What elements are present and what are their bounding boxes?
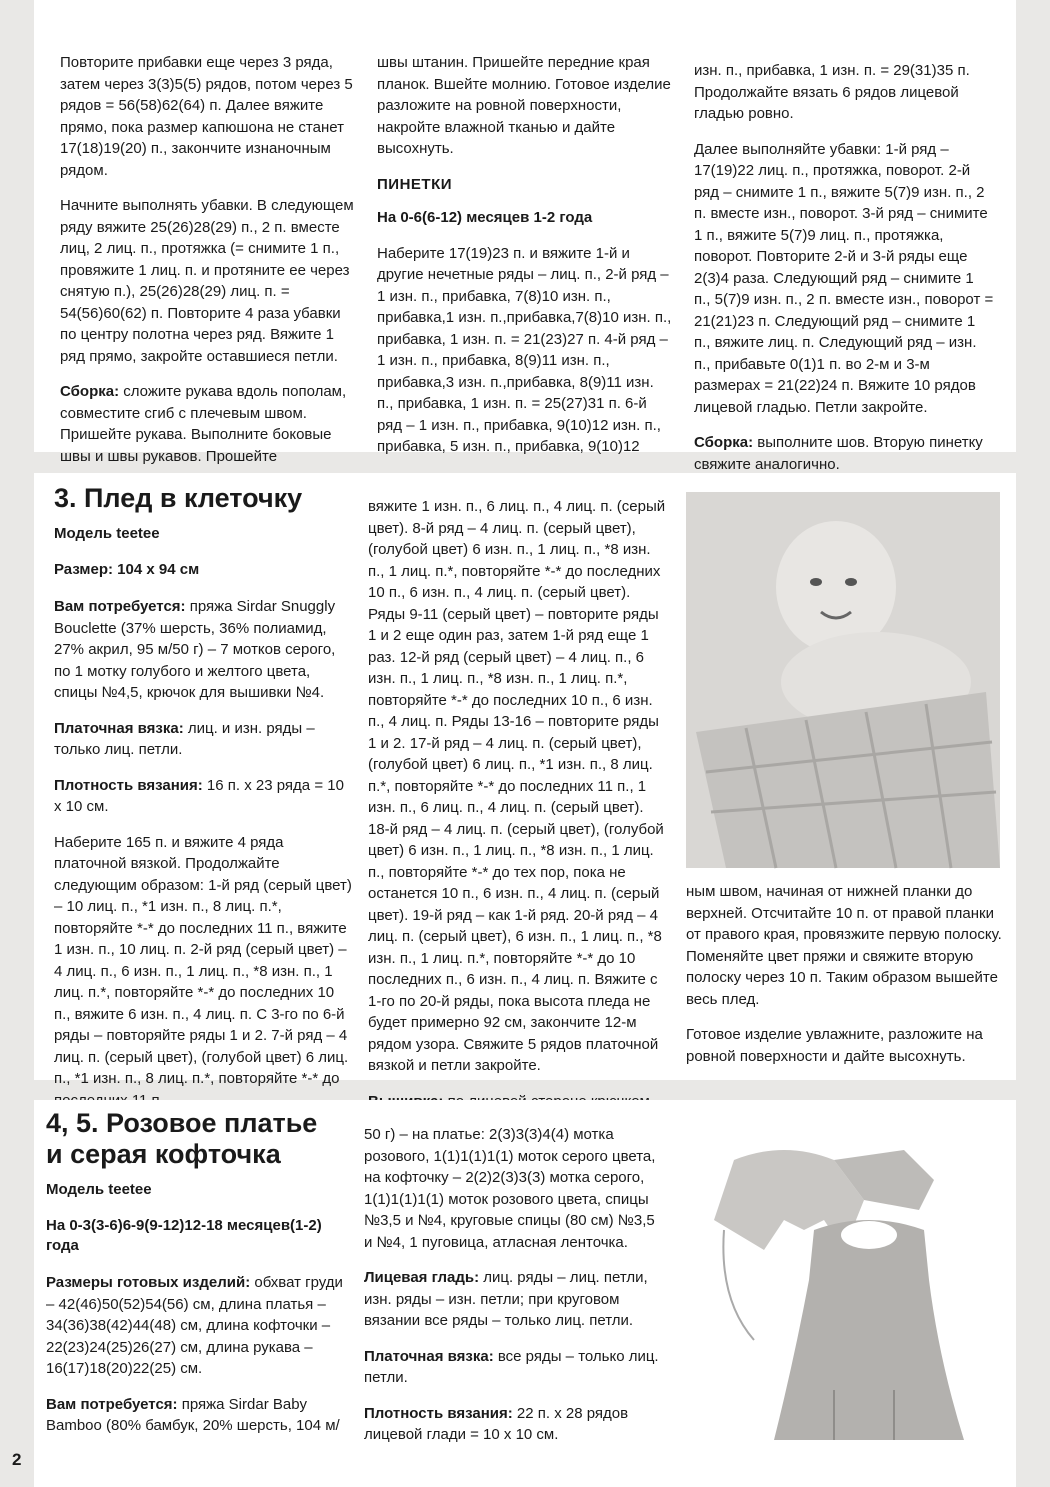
stitch-paragraph [54,718,354,761]
materials-paragraph [54,596,354,704]
paragraph: изн. п., прибавка, 1 изн. п. = 29(31)35 п. Продолжайте вязать 6 рядов лицевой гладью ровно. [694,62,970,122]
dimensions-paragraph [46,1272,346,1380]
gauge-label: Плотность вязания: [364,1404,513,1422]
blanket-title: 3. Плед в клеточку [54,483,303,513]
baby-blanket-photo [686,492,1000,868]
gauge-label: Плотность вязания: [54,776,203,794]
dress-title-line-2: и серая кофточка [46,1139,281,1169]
booties-text: Наберите 17(19)23 п. и вяжите 1-й и другие нечетные ряды – лиц. п., 2-й ряд – 1 изн. п., прибавка, 7(8)10 изн. п., прибавка,1 изн. п.,прибавка,7(8)10 изн. п., прибавка, 1 изн. п. = 21(23)27 п. 4-й ряд – 1 изн. п., прибавка, 8(9)11 изн. п., прибавка,3 изн. п.,прибавка, 8(9)11 изн. п., прибавка, 1 изн. п. = 25(27)31 п. 6-й ряд – 1 изн. п., прибавка, 9(10)12 изн. п., прибавка, 5 изн. п., прибавка, 9(10)12 [377,244,672,455]
instructions-paragraph: Готовое изделие увлажните, разложите на ровной поверхности и дайте высохнуть. [686,1026,983,1065]
gauge-paragraph [54,775,354,818]
paragraph: Далее выполняйте убавки: 1-й ряд – 17(19)22 лиц. п., протяжка, поворот. 2-й ряд – снимите 1 п., вяжите 5(7)9 изн. п., 2 п. вместе изн., поворот. 3-й ряд – снимите 1 п., вяжите 5(7)9 лиц. п., протяжка, поворот. Повторите 2-й и 3-й ряды еще 2(3)4 раза. Следующий ряд – снимите 1 п., 5(7)9 изн. п., 2 п. вместе изн., поворот = 21(21)23 п. Следующий ряд – снимите 1 п., вяжите лиц. п. Следующий ряд – изн. п., прибавьте 0(1)1 п. во 2-м и 3-м размерах = 21(22)24 п. Вяжите 10 рядов лицевой гладью. Петли закройте. [694,140,994,416]
materials-text: пряжа Sirdar Snuggly Bouclette (37% шерсть, 36% полиамид, 27% акрил, 95 м/50 г) – 7 мотков серого, по 1 мотку голубого и желтого цвета, спицы №4,5, крючок для вышивки №4. [54,598,336,701]
dress-cardigan-illustration [694,1140,994,1460]
blanket-panel [34,473,1016,1087]
dress-size: На 0-3(3-6)6-9(9-12)12-18 месяцев(1-2) года [46,1217,322,1254]
stitch-text: лиц. и изн. ряды – только лиц. петли. [54,719,315,758]
dress-model: Модель teetee [46,1181,152,1198]
assembly-text: сложите рукава вдоль пополам, совместите сгиб с плечевым швом. Пришейте рукава. Выполните боковые швы и швы рукавов. Прошейте [60,383,347,465]
assembly-label: Сборка: [60,383,120,400]
materials-text: пряжа Sirdar Baby Bamboo (80% бамбук, 20% шерсть, 104 м/ [46,1395,340,1434]
stockinette-label: Лицевая гладь: [364,1269,480,1286]
materials-label: Вам потребуется: [46,1395,178,1413]
assembly-paragraph [694,432,994,475]
top-column-1 [60,52,356,503]
dress-column-1 [46,1108,346,1451]
blanket-column-2 [368,496,668,1148]
garter-text: все ряды – только лиц. петли. [364,1347,659,1386]
dress-title-line-1: 4, 5. Розовое платье [46,1108,318,1138]
instructions-paragraph: вяжите 1 изн. п., 6 лиц. п., 4 лиц. п. (серый цвет). 8-й ряд – 4 лиц. п. (серый цвет), (голубой цвет) 6 изн. п., 1 лиц. п., *8 изн. п., 1 лиц. п.*, повторяйте *-* до последних 10 п., 6 изн. п., 4 лиц. п. (серый цвет). Ряды 9-11 (серый цвет) – повторите ряды 1 и 2 еще один раз, затем 1-й ряд еще 1 раз. 12-й ряд (серый цвет) – 4 лиц. п., 6 изн. п., 1 лиц. п., *8 изн. п., 1 лиц. п.*, повторяйте *-* до последних 10 п., 6 изн. п., 4 лиц. п. Ряды 13-16 – повторите ряды 1 и 2. 17-й ряд – 4 лиц. п. (серый цвет), (голубой цвет) 6 лиц. п., *1 изн. п., 8 лиц. п.*, повторяйте *-* до последних 11 п., 1 изн. п., 6 лиц. п., 4 лиц. п. (серый цвет). 18-й ряд – 4 лиц. п. (серый цвет), (голубой цвет) 6 изн. п., 1 лиц. п., *8 изн. п., 1 лиц. п., повторяйте *-* до тех пор, пока не останется 10 п., 6 изн. п., 4 лиц. п. (серый цвет). 19-й ряд – как 1-й ряд. 20-й ряд – 4 лиц. п. (серый цвет), 6 изн. п., 1 лиц. п., *8 изн. п., 1 лиц. п.*, повторяйте *-* до 10 последних п., 6 изн. п., 4 лиц. п. Вяжите с 1-го по 20-й ряды, пока высота пледа не будет примерно 92 см, закончите 12-м рядом узора. Свяжите 5 рядов платочной вязкой и петли закройте. [368,498,666,1074]
assembly-label: Сборка: [694,434,754,451]
stockinette-paragraph [364,1267,664,1332]
top-column-3 [694,60,994,489]
assembly-text: выполните шов. Вторую пинетку свяжите аналогично. [694,434,983,473]
instructions-paragraph: Наберите 165 п. и вяжите 4 ряда платочной вязкой. Продолжайте следующим образом: 1-й ряд (серый цвет) – 10 лиц. п., *1 изн. п., 8 лиц. п.*, повторяйте *-* до последних 11 п., вяжите 1 изн. п., 10 лиц. п. 2-й ряд (серый цвет) – 4 лиц. п., 6 изн. п., 1 лиц. п., *8 изн. п., 1 лиц. п.*, повторяйте *-* до последних 10 п., вяжите 6 изн. п., 4 лиц. п. С 3-го по 6-й ряды – повторяйте ряды 1 и 2. 7-й ряд – 4 лиц. п. (серый цвет), (голубой цвет) 6 лиц. п., *1 изн. п., 8 лиц. п.*, повторяйте *-* до [54,833,352,1087]
materials-paragraph [46,1394,346,1437]
top-panel [34,0,1016,473]
garter-label: Платочная вязка: [364,1347,494,1365]
dimensions-label: Размеры готовых изделий: [46,1274,251,1291]
blanket-column-3 [686,881,1002,1081]
dress-column-2 [364,1124,664,1460]
stockinette-text: лиц. ряды – лиц. петли, изн. ряды – изн. петли; при круговом вязании все ряды – только лиц. петли. [364,1269,648,1329]
gauge-text: 22 п. х 28 рядов лицевой глади = 10 х 10 см. [364,1404,629,1443]
dimensions-text: обхват груди – 42(46)50(52)54(56) см, длина платья – 34(36)38(42)44(48) см, длина кофточки – 22(23)24(25)26(27) см, длина рукава – 16(17)18(20)22(25) см. [46,1274,343,1377]
blanket-column-1 [54,483,354,1125]
instructions-paragraph: ным швом, начиная от нижней планки до верхней. Отсчитайте 10 п. от правой планки от правого края, провязжите первую полоску. Поменяйте цвет пряжи и свяжите вторую полоску через 10 п. Таким образом вышейте весь плед. [686,883,1002,1008]
dress-cardigan-photo [694,1140,994,1460]
stitch-label: Платочная вязка: [54,719,184,737]
top-column-2 [377,52,673,472]
paragraph: Повторите прибавки еще через 3 ряда, затем через 3(3)5(5) рядов, потом через 5 рядов = 56(58)62(64) п. Далее вяжите прямо, пока размер капюшона не станет 17(18)19(20) п., закончите изнаночным рядом. [60,54,353,179]
booties-heading: ПИНЕТКИ [377,175,452,193]
blanket-size: Размер: 104 х 94 см [54,561,200,578]
paragraph: швы штанин. Пришейте передние края планок. Вшейте молнию. Готовое изделие разложите на ровной поверхности, накройте влажной тканью и дайте высохнуть. [377,54,671,157]
baby-blanket-illustration [686,492,1000,868]
booties-size: На 0-6(6-12) месяцев 1-2 года [377,209,593,226]
page-number: 2 [12,1450,22,1469]
paragraph: 50 г) – на платье: 2(3)3(3)4(4) мотка розового, 1(1)1(1)1(1) моток серого цвета, на кофточку – 2(2)2(3)3(3) мотка серого, 1(1)1(1)1(1) моток розового цвета, спицы №3,5 и №4, круговые спицы (80 см) №3,5 и №4, 1 пуговица, атласная ленточка. [364,1126,656,1251]
materials-label: Вам потребуется: [54,598,186,615]
dress-panel [34,1100,1016,1487]
paragraph: Начните выполнять убавки. В следующем ряду вяжите 25(26)28(29) п., 2 п. вместе лиц, 2 лиц. п., протяжка (= снимите 1 п., провяжите 1 лиц. п. и протяните ее через снятую п.), 25(26)28(29) лиц. п. = 54(56)60(62) п. Повторите 4 раза убавки по центру полотна через ряд. Вяжите 1 ряд прямо, закройте оставшиеся петли. [60,197,354,365]
gauge-paragraph [364,1403,664,1446]
garter-paragraph [364,1346,664,1389]
blanket-model: Модель teetee [54,525,160,542]
gauge-text: 16 п. х 23 ряда = 10 х 10 см. [54,776,344,815]
